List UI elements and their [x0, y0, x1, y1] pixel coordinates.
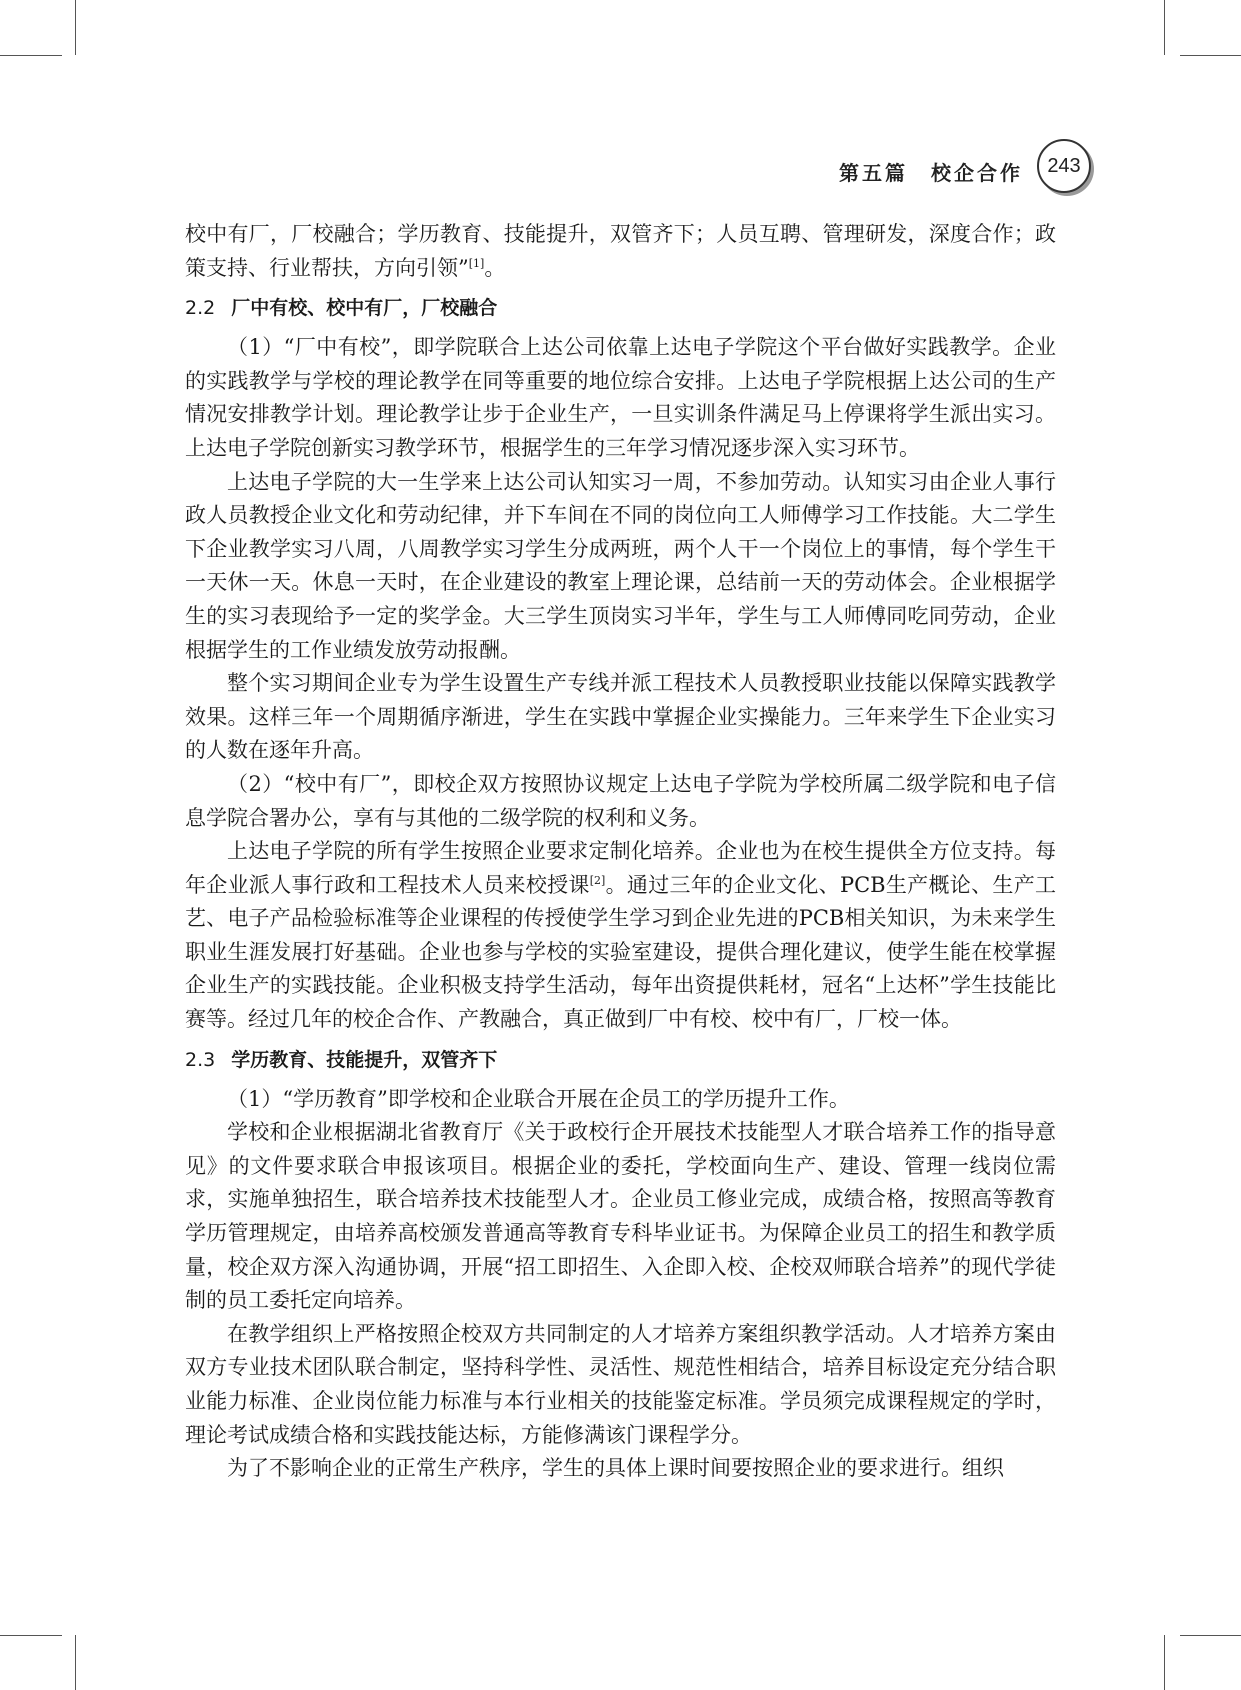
section-heading: [185, 292, 1056, 324]
paragraph: [185, 218, 1056, 285]
paragraph: [185, 667, 1056, 768]
crop-mark: [1180, 55, 1241, 56]
crop-mark: [1164, 0, 1165, 55]
crop-mark: [1164, 1635, 1165, 1690]
paragraph: [185, 1452, 1056, 1486]
paragraph: [185, 1083, 1056, 1117]
crop-mark: [0, 55, 62, 56]
paragraph: [185, 331, 1056, 465]
body-text: [185, 218, 1056, 1486]
section-heading: [185, 1044, 1056, 1076]
paragraph-text: 学校和企业根据湖北省教育厅《关于政校行企开展技术技能型人才联合培养工作的指导意见》的文件要求联合申报该项目。根据企业的委托，学校面向生产、建设、管理一线岗位需求，实施单独招生，联合培养技术技能型人才。企业员工修业完成，成绩合格，按照高等教育学历管理规定，由培养高校颁发普通高等教育专科毕业证书。为保障企业员工的招生和教学质量，校企双方深入沟通协调，开展“招工即招生、入企即入校、企校双师联合培养”的现代学徒制的员工委托定向培养。: [185, 1120, 1056, 1313]
paragraph-text: （2）“校中有厂”，即校企双方按照协议规定上达电子学院为学校所属二级学院和电子信息学院合署办公，享有与其他的二级学院的权利和义务。: [185, 771, 1056, 830]
paragraph-text: 。: [484, 255, 506, 280]
crop-mark: [1180, 1635, 1241, 1636]
paragraph-text: 校中有厂，厂校融合；学历教育、技能提升，双管齐下；人员互聘、管理研发，深度合作；政策支持、行业帮扶，方向引领”: [185, 222, 1056, 280]
paragraph-text: 。通过三年的企业文化、PCB生产概论、生产工艺、电子产品检验标准等企业课程的传授使学生学习到企业先进的PCB相关知识，为未来学生职业生涯发展打好基础。企业也参与学校的实验室建设，提供合理化建议，使学生能在校掌握企业生产的实践技能。企业积极支持学生活动，每年出资提供耗材，冠名“上达杯”学生技能比赛等。经过几年的校企合作、产教融合，真正做到厂中有校、校中有厂，厂校一体。: [185, 872, 1056, 1032]
paragraph: [185, 1116, 1056, 1318]
paragraph: [185, 768, 1056, 835]
crop-mark: [75, 0, 76, 55]
paragraph: [185, 835, 1056, 1037]
page-number: 243: [1047, 154, 1081, 177]
paragraph-text: （1）“学历教育”即学校和企业联合开展在企员工的学历提升工作。: [227, 1086, 850, 1111]
citation-ref: [1]: [468, 256, 485, 270]
section-number: 2.3: [185, 1048, 216, 1071]
running-header: [839, 142, 1091, 190]
paragraph-text: 在教学组织上严格按照企校双方共同制定的人才培养方案组织教学活动。人才培养方案由双方专业技术团队联合制定，坚持科学性、灵活性、规范性相结合，培养目标设定充分结合职业能力标准、企业岗位能力标准与本行业相关的技能鉴定标准。学员须完成课程规定的学时，理论考试成绩合格和实践技能达标，方能修满该门课程学分。: [185, 1321, 1056, 1447]
paragraph-text: 上达电子学院的大一生学来上达公司认知实习一周，不参加劳动。认知实习由企业人事行政人员教授企业文化和劳动纪律，并下车间在不同的岗位向工人师傅学习工作技能。大二学生下企业教学实习八周，八周教学实习学生分成两班，两个人干一个岗位上的事情，每个学生干一天休一天。休息一天时，在企业建设的教室上理论课，总结前一天的劳动体会。企业根据学生的实习表现给予一定的奖学金。大三学生顶岗实习半年，学生与工人师傅同吃同劳动，企业根据学生的工作业绩发放劳动报酬。: [185, 469, 1056, 662]
paragraph: [185, 466, 1056, 668]
page-number-badge: [1037, 139, 1091, 193]
paragraph-text: 上达电子学院的所有学生按照企业要求定制化培养。企业也为在校生提供全方位支持。每年企业派人事行政和工程技术人员来校授课: [185, 839, 1056, 897]
section-title: 厂中有校、校中有厂，厂校融合: [231, 297, 498, 320]
paragraph-text: 为了不影响企业的正常生产秩序，学生的具体上课时间要按照企业的要求进行。组织: [227, 1456, 1004, 1481]
crop-mark: [0, 1635, 62, 1636]
paragraph: [185, 1318, 1056, 1452]
chapter-title: 第五篇 校企合作: [839, 160, 1023, 185]
crop-mark: [75, 1635, 76, 1690]
section-title: 学历教育、技能提升，双管齐下: [231, 1048, 498, 1071]
paragraph-text: 整个实习期间企业专为学生设置生产专线并派工程技术人员教授职业技能以保障实践教学效果。这样三年一个周期循序渐进，学生在实践中掌握企业实操能力。三年来学生下企业实习的人数在逐年升高。: [185, 671, 1056, 763]
citation-ref: [2]: [589, 873, 606, 887]
section-number: 2.2: [185, 297, 216, 320]
paragraph-text: （1）“厂中有校”，即学院联合上达公司依靠上达电子学院这个平台做好实践教学。企业的实践教学与学校的理论教学在同等重要的地位综合安排。上达电子学院根据上达公司的生产情况安排教学计划。理论教学让步于企业生产，一旦实训条件满足马上停课将学生派出实习。上达电子学院创新实习教学环节，根据学生的三年学习情况逐步深入实习环节。: [185, 335, 1056, 460]
